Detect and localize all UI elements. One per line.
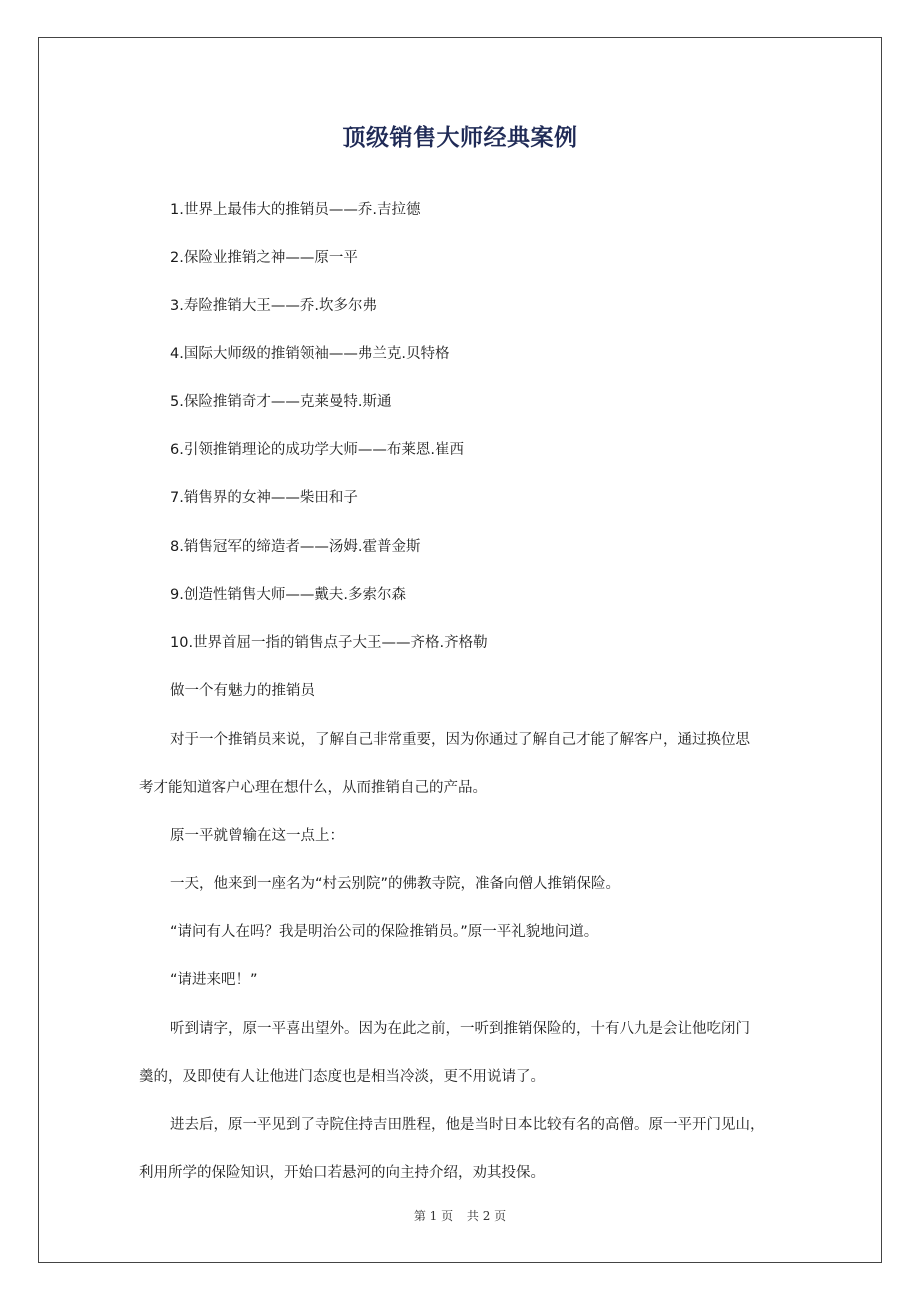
list-item: 1.世界上最伟大的推销员——乔.吉拉德 xyxy=(170,202,421,218)
paragraph-line: 考才能知道客户心理在想什么，从而推销自己的产品。 xyxy=(139,780,487,796)
section-heading: 做一个有魅力的推销员 xyxy=(170,683,315,699)
list-item: 10.世界首屈一指的销售点子大王——齐格.齐格勒 xyxy=(170,635,488,651)
paragraph-line: 对于一个推销员来说，了解自己非常重要，因为你通过了解自己才能了解客户，通过换位思 xyxy=(170,732,750,748)
paragraph-line: 利用所学的保险知识，开始口若悬河的向主持介绍，劝其投保。 xyxy=(139,1165,545,1181)
list-item: 8.销售冠军的缔造者——汤姆.霍普金斯 xyxy=(170,539,421,555)
list-item: 5.保险推销奇才——克莱曼特.斯通 xyxy=(170,394,392,410)
paragraph-line: “请问有人在吗？我是明治公司的保险推销员。”原一平礼貌地问道。 xyxy=(170,924,599,940)
paragraph-line: 羹的，及即使有人让他进门态度也是相当冷淡，更不用说请了。 xyxy=(139,1069,545,1085)
page-total: 共 2 页 xyxy=(466,1209,507,1223)
list-item: 7.销售界的女神——柴田和子 xyxy=(170,490,358,506)
document-title: 顶级销售大师经典案例 xyxy=(342,125,578,151)
list-item: 9.创造性销售大师——戴夫.多索尔森 xyxy=(170,587,406,603)
paragraph-line: 原一平就曾输在这一点上： xyxy=(170,828,344,844)
list-item: 6.引领推销理论的成功学大师——布莱恩.崔西 xyxy=(170,442,464,458)
paragraph-line: 听到请字，原一平喜出望外。因为在此之前，一听到推销保险的，十有八九是会让他吃闭门 xyxy=(170,1021,750,1037)
page-footer xyxy=(0,1207,920,1225)
list-item: 2.保险业推销之神——原一平 xyxy=(170,250,358,266)
paragraph-line: 一天，他来到一座名为“村云别院”的佛教寺院，准备向僧人推销保险。 xyxy=(170,876,621,892)
list-item: 4.国际大师级的推销领袖——弗兰克.贝特格 xyxy=(170,346,450,362)
list-item: 3.寿险推销大王——乔.坎多尔弗 xyxy=(170,298,377,314)
paragraph-line: 进去后，原一平见到了寺院住持吉田胜程，他是当时日本比较有名的高僧。原一平开门见山， xyxy=(170,1117,765,1133)
paragraph-line: “请进来吧！” xyxy=(170,972,258,988)
page-number: 第 1 页 xyxy=(413,1209,454,1223)
